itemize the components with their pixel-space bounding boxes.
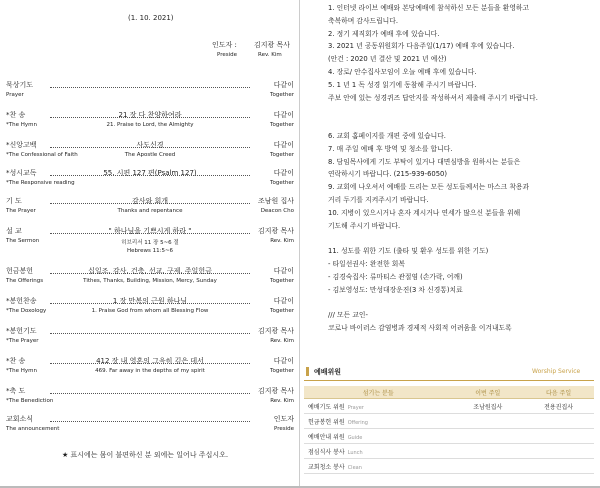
- order-item-leader: 김지광 목사: [257, 327, 294, 335]
- worship-row: [304, 399, 594, 414]
- worship-role: [304, 414, 452, 429]
- worship-role: [304, 429, 452, 444]
- worship-row: [304, 429, 594, 444]
- order-item-leader: 다같이: [273, 111, 294, 119]
- worship-role-ko: 헌금봉헌 위원: [308, 418, 345, 426]
- worship-this-week: [452, 459, 523, 474]
- worship-role-en: Guide: [347, 434, 363, 441]
- order-item-label: 설 교: [6, 227, 22, 235]
- worship-table-header: [304, 386, 594, 399]
- order-item-label: *봉헌기도: [6, 327, 37, 335]
- order-item-label: *축 도: [6, 387, 26, 395]
- worship-title-bar: [306, 367, 309, 376]
- order-item-label-en: Prayer: [6, 92, 24, 98]
- order-item-content-en: Tithes, Thanks, Building, Mission, Mercy, Sunday: [83, 278, 217, 284]
- announcement-line: 6. 교회 홈페이지를 개편 중에 있습니다.: [328, 132, 446, 140]
- order-item-leader-en: Rev. Kim: [270, 238, 294, 244]
- order-item-content-en: 1. Praise God from whom all Blessing Flow: [91, 308, 209, 314]
- order-item-leader-en: Together: [270, 152, 294, 158]
- worship-role-ko: 점심식사 봉사: [308, 448, 345, 456]
- order-item-content-en: 21. Praise to Lord, the Almighty: [106, 122, 194, 128]
- announcement-line: 9. 교회에 나오셔서 예배를 드리는 모든 성도들께서는 마스크 착용과: [328, 183, 530, 192]
- announcement-line: 주보 안에 있는 성경퀴즈 답안지를 작성하셔서 제출해 주시기 바랍니다.: [328, 93, 538, 102]
- order-item-content: 사도신경: [136, 141, 164, 149]
- presider-label: 인도자 :: [212, 41, 237, 49]
- worship-role-en: Prayer: [347, 404, 364, 411]
- order-item-label-en: *The Responsive reading: [6, 180, 75, 186]
- order-item-label-en: *The Confessional of Faith: [6, 152, 78, 158]
- order-item-label-en: *The Benediction: [6, 398, 54, 404]
- order-item-label: *찬 송: [6, 357, 26, 365]
- dotted-leader: [50, 87, 250, 88]
- order-item-leader: 다같이: [273, 267, 294, 275]
- announcement-line: 축복하며 감사드립니다.: [328, 16, 398, 25]
- order-item-leader: 다같이: [273, 169, 294, 177]
- header-this-week: 이번 주일: [452, 386, 523, 399]
- worship-this-week: [452, 444, 523, 459]
- order-item-label-en: *The Prayer: [6, 338, 39, 344]
- worship-role-ko: 예배안내 위원: [308, 433, 345, 441]
- dotted-leader: [50, 421, 250, 422]
- header-servers: 섬기는 분들: [304, 386, 452, 399]
- worship-role-en: Clean: [347, 464, 362, 471]
- order-item-content: 십일조, 감사, 건축, 선교, 구제, 주일헌금: [88, 267, 212, 275]
- order-item-label: *봉헌찬송: [6, 297, 37, 305]
- announcement-line: 코로나 바이러스 감염병과 경제적 사회적 어려움을 이겨내도록: [328, 324, 512, 332]
- announcement-line: /// 모든 교인-: [328, 311, 368, 320]
- presider-name-en: Rev. Kim: [258, 52, 282, 58]
- order-item-content-en: 469. Far away in the depths of my spirit: [95, 368, 205, 374]
- order-item-label: *신앙고백: [6, 141, 37, 149]
- order-item-leader-en: Together: [270, 92, 294, 98]
- order-item-leader: 인도자: [273, 415, 294, 423]
- service-date: (1. 10. 2021): [128, 14, 174, 22]
- announcement-line: 5. 1 년 1 독 성경 읽기에 동참해 주시기 바랍니다.: [328, 80, 477, 89]
- order-item-label-en: *The Hymn: [6, 368, 37, 374]
- order-item-leader-en: Together: [270, 180, 294, 186]
- worship-this-week: [452, 414, 523, 429]
- order-item-label: 교회소식: [6, 415, 34, 423]
- order-item-label-en: *The Hymn: [6, 122, 37, 128]
- worship-role-ko: 예배기도 위원: [308, 403, 345, 411]
- order-item-content-en: Thanks and repentance: [117, 208, 183, 214]
- order-item-leader-en: Rev. Kim: [270, 398, 294, 404]
- order-item-leader: 김지광 목사: [257, 227, 294, 235]
- presider-name: 김지광 목사: [254, 41, 291, 49]
- announcement-line: 8. 담임목사에게 기도 부탁이 있거나 대면심방을 원하시는 분들은: [328, 157, 521, 166]
- worship-table: [304, 386, 594, 474]
- presider-label-en: Preside: [217, 52, 238, 58]
- dotted-leader: [50, 393, 250, 394]
- worship-role: [304, 444, 452, 459]
- announcement-line: 10. 지병이 있으시거나 혼자 계시거나 연세가 많으신 분들을 위해: [328, 208, 521, 217]
- order-item-content-en2: Hebrews 11:5~6: [126, 248, 174, 254]
- order-item-leader-en: Deacon Cho: [260, 208, 294, 214]
- order-item-content: 55. 시편 127 편(Psalm 127): [103, 169, 197, 177]
- announcement-line: 거리 두기를 지켜주시기 바랍니다.: [328, 196, 429, 204]
- announcement-line: 4. 장로/ 안수집사모임이 오늘 예배 후에 있습니다.: [328, 68, 477, 76]
- standing-note: ★ 표시에는 몸이 불편하신 분 외에는 일어나 주십시오.: [62, 451, 229, 459]
- order-item-leader-en: Together: [270, 278, 294, 284]
- announcement-line: 연락하시기 바랍니다. (215-939-6050): [328, 170, 448, 179]
- order-item-content: 21 장 다 찬양하여라: [118, 111, 182, 119]
- worship-next-week: [523, 429, 594, 444]
- announcement-line: - 김보영성도: 만성대장운진(3 차 신경통)치료: [328, 285, 463, 294]
- order-item-leader: 다같이: [273, 141, 294, 149]
- announcement-line: 기도해 주시기 바랍니다.: [328, 221, 401, 230]
- order-item-content: 412 장 내 영혼의 그윽히 깊은 데서: [96, 357, 204, 365]
- order-item-content: 1 장 만복의 근원 하나님: [112, 297, 188, 305]
- worship-title-en: Worship Service: [532, 368, 581, 375]
- worship-next-week: [523, 414, 594, 429]
- worship-title: 예배위원: [314, 368, 342, 376]
- order-item-leader-en: Together: [270, 368, 294, 374]
- worship-role: [304, 399, 452, 414]
- order-item-leader: 다같이: [273, 297, 294, 305]
- worship-next-week: 전용진집사: [523, 399, 594, 414]
- order-item-leader-en: Together: [270, 308, 294, 314]
- worship-this-week: 조남원집사: [452, 399, 523, 414]
- worship-role-en: Offering: [347, 419, 368, 426]
- order-item-content: 감사와 회개: [131, 197, 169, 205]
- worship-role: [304, 459, 452, 474]
- order-item-leader: 다같이: [273, 357, 294, 365]
- worship-row: [304, 414, 594, 429]
- worship-row: [304, 444, 594, 459]
- order-item-leader: 조남원 집사: [257, 197, 294, 205]
- order-item-leader-en: Together: [270, 122, 294, 128]
- order-item-content: " 하나님을 기쁘시게 하라 ": [108, 227, 192, 235]
- announcement-line: 7. 매 주일 예배 후 방역 및 청소를 합니다.: [328, 144, 453, 153]
- order-item-label: 헌금봉헌: [6, 267, 34, 275]
- order-item-label: *성시교독: [6, 169, 37, 177]
- worship-rule: [304, 380, 594, 381]
- announcement-line: 11. 성도를 위한 기도 (출타 및 환우 성도를 위한 기도): [328, 247, 489, 256]
- worship-row: [304, 459, 594, 474]
- worship-role-en: Lunch: [347, 449, 363, 456]
- announcement-line: - 타일선권사: 완전한 회복: [328, 260, 405, 268]
- order-item-label-en: The Prayer: [6, 208, 36, 214]
- order-item-label-en: *The Doxology: [6, 308, 47, 314]
- dotted-leader: [50, 333, 250, 334]
- order-item-label-en: The Sermon: [6, 238, 40, 244]
- order-item-label: 묵상기도: [6, 81, 34, 89]
- worship-this-week: [452, 429, 523, 444]
- order-item-label: 기 도: [6, 197, 22, 205]
- order-item-label: *찬 송: [6, 111, 26, 119]
- worship-role-ko: 교회청소 봉사: [308, 463, 345, 471]
- announcement-line: 3. 2021 년 공동위원회가 다음주일(1/17) 예배 후에 있습니다.: [328, 42, 515, 51]
- order-item-label-en: The announcement: [6, 426, 60, 432]
- order-item-leader-en: Rev. Kim: [270, 338, 294, 344]
- order-item-content-en: 히브리서 11 장 5~6 절: [121, 240, 179, 246]
- order-item-content-en: The Apostle Creed: [124, 152, 176, 158]
- order-item-leader-en: Preside: [273, 426, 294, 432]
- announcement-line: 2. 정기 제직회가 예배 후에 있습니다.: [328, 29, 440, 38]
- announcement-line: (안건 : 2020 년 결산 및 2021 년 예산): [328, 55, 447, 64]
- order-item-leader: 김지광 목사: [257, 387, 294, 395]
- worship-next-week: [523, 459, 594, 474]
- announcement-line: 1. 인터넷 라이브 예배와 본당예배에 참석하신 모든 분들을 환영하고: [328, 4, 530, 12]
- header-next-week: 다음 주일: [523, 386, 594, 399]
- order-item-leader: 다같이: [273, 81, 294, 89]
- order-item-label-en: The Offerings: [6, 278, 44, 284]
- announcement-line: - 김경숙집사: 류마티스 관절염 (손가락, 어깨): [328, 272, 463, 281]
- worship-next-week: [523, 444, 594, 459]
